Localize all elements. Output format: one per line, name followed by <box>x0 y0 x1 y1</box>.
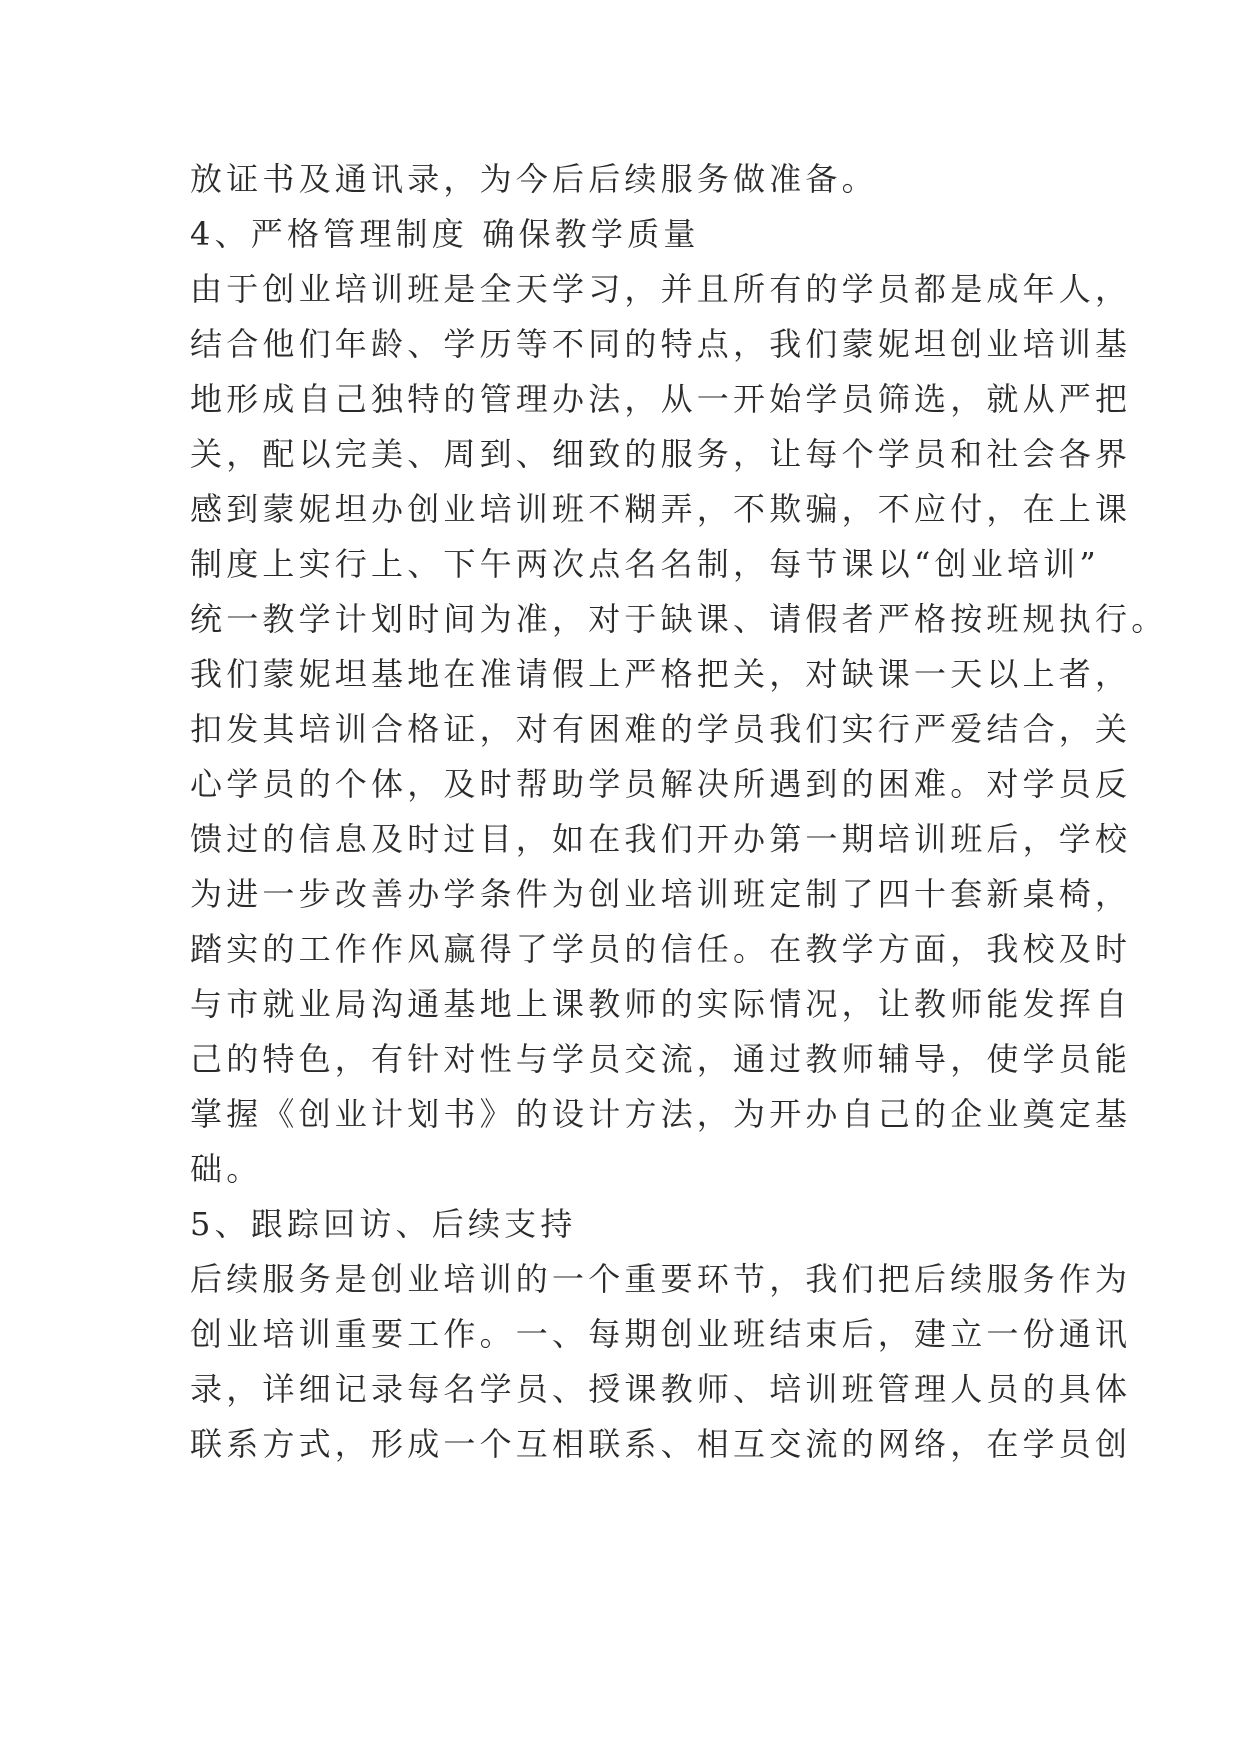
text-line: 创业培训重要工作。一、每期创业班结束后，建立一份通讯 <box>190 1315 1132 1353</box>
text-line: 掌握《创业计划书》的设计方法，为开办自己的企业奠定基 <box>190 1095 1132 1133</box>
text-line: 我们蒙妮坦基地在准请假上严格把关，对缺课一天以上者， <box>190 655 1132 693</box>
document-body <box>190 152 1168 1472</box>
text-line: 扣发其培训合格证，对有困难的学员我们实行严爱结合，关 <box>190 710 1132 748</box>
text-line: 己的特色，有针对性与学员交流，通过教师辅导，使学员能 <box>190 1040 1132 1078</box>
text-line: 感到蒙妮坦办创业培训班不糊弄，不欺骗，不应付，在上课 <box>190 490 1132 528</box>
text-line: 关，配以完美、周到、细致的服务，让每个学员和社会各界 <box>190 435 1132 473</box>
text-line: 统一教学计划时间为准，对于缺课、请假者严格按班规执行。 <box>190 600 1168 638</box>
text-line: 联系方式，形成一个互相联系、相互交流的网络，在学员创 <box>190 1425 1132 1463</box>
text-line: 结合他们年龄、学历等不同的特点，我们蒙妮坦创业培训基 <box>190 325 1132 363</box>
text-line: 后续服务是创业培训的一个重要环节，我们把后续服务作为 <box>190 1260 1132 1298</box>
text-line: 馈过的信息及时过目，如在我们开办第一期培训班后，学校 <box>190 820 1132 858</box>
text-line: 由于创业培训班是全天学习，并且所有的学员都是成年人， <box>190 270 1132 308</box>
text-line: 踏实的工作作风赢得了学员的信任。在教学方面，我校及时 <box>190 930 1132 968</box>
text-line: 心学员的个体，及时帮助学员解决所遇到的困难。对学员反 <box>190 765 1132 803</box>
section-heading-4: 4、严格管理制度 确保教学质量 <box>190 215 700 253</box>
text-line: 放证书及通讯录，为今后后续服务做准备。 <box>190 160 878 198</box>
text-line: 地形成自己独特的管理办法，从一开始学员筛选，就从严把 <box>190 380 1132 418</box>
text-line: 础。 <box>190 1150 263 1188</box>
text-line: 录，详细记录每名学员、授课教师、培训班管理人员的具体 <box>190 1370 1132 1408</box>
text-line: 制度上实行上、下午两次点名名制，每节课以“创业培训” <box>190 545 1100 583</box>
section-heading-5: 5、跟踪回访、后续支持 <box>190 1205 577 1243</box>
text-line: 与市就业局沟通基地上课教师的实际情况，让教师能发挥自 <box>190 985 1132 1023</box>
text-line: 为进一步改善办学条件为创业培训班定制了四十套新桌椅， <box>190 875 1132 913</box>
